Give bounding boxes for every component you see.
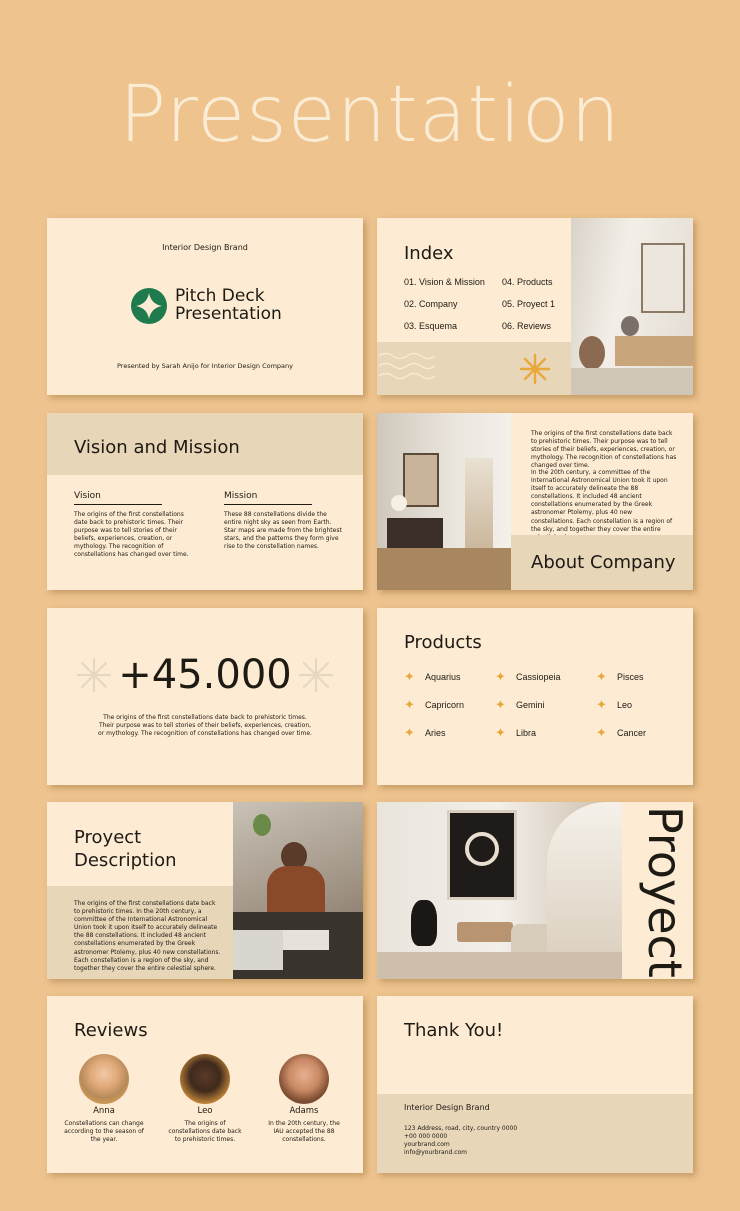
star-icon: ✦	[495, 669, 506, 684]
presented-by: Presented by Sarah Anijo for Interior Design Company	[116, 362, 293, 370]
star-icon: ✦	[596, 669, 607, 684]
reviewer-name: Adams	[289, 1106, 319, 1116]
stat-text: The origins of the first constellations date back to prehistoric times. Their purpose was to tell stories of their beliefs, experiences, creation, or mythology. The recognition of constellations has changed over time.	[98, 714, 312, 738]
star-icon: ✦	[495, 725, 506, 740]
avatar	[180, 1054, 230, 1104]
slide-index[interactable]	[377, 218, 693, 395]
star-icon: ✦	[596, 697, 607, 712]
product-item: Cassiopeia	[516, 672, 561, 682]
vision-text: The origins of the first constellations date back to prehistoric times. Their purpose was to tell stories of their beliefs, experiences, creation, or mythology. The recognition of constellations has changed over time.	[74, 511, 189, 559]
wave-decoration-icon	[377, 352, 437, 384]
about-para-1: The origins of the first constellations date back to prehistoric times. Their purpose was to tell stories of their beliefs, experiences, creation, or mythology. The recognition of constellations has changed over time.	[531, 430, 677, 470]
vision-label: Vision	[74, 491, 101, 501]
product-item: Pisces	[617, 672, 644, 682]
contact-brand: Interior Design Brand	[404, 1103, 490, 1112]
title-line1: Proyect	[74, 827, 142, 848]
index-title: Index	[404, 243, 454, 264]
about-para-2: In the 20th century, a committee of the International Astronomical Union took it upon itself to accurately delineate the 88 constellations. It included 48 ancient constellations enumerated by the Greek astronomer Ptolemy, plus 40 new constellations. Each constellation is a region of the sky, and together they cover the entire	[531, 469, 673, 533]
product-item: Libra	[516, 728, 537, 738]
proyect-title-column	[622, 802, 693, 979]
star-icon: ✦	[495, 697, 506, 712]
slide-thank-you[interactable]	[377, 996, 693, 1173]
contact-email[interactable]: info@yourbrand.com	[404, 1149, 468, 1156]
slide-proyect[interactable]	[377, 802, 693, 979]
review-text: In the 20th century, the IAU accepted the 88 constellations.	[268, 1120, 340, 1144]
page-title: Presentation	[119, 70, 621, 160]
proyect-vertical-title: Proyect	[638, 806, 692, 978]
cover-title-line2: Presentation	[175, 303, 282, 324]
index-item: 03. Esquema	[404, 321, 458, 331]
contact-web[interactable]: yourbrand.com	[404, 1141, 450, 1148]
slide-proyect-description[interactable]	[47, 802, 363, 979]
stat-number: +45.000	[118, 652, 292, 698]
slide-about-company[interactable]	[377, 413, 693, 590]
slide-reviews[interactable]	[47, 996, 363, 1173]
vision-mission-title: Vision and Mission	[74, 437, 240, 458]
avatar	[279, 1054, 329, 1104]
slide-products[interactable]	[377, 608, 693, 785]
product-item: Gemini	[516, 700, 545, 710]
product-item: Aries	[425, 728, 446, 738]
proyect-description-title	[74, 826, 177, 873]
reviews-title: Reviews	[74, 1020, 148, 1041]
review-text: Constellations can change according to the season of the year.	[64, 1120, 144, 1144]
star-logo-icon	[131, 288, 167, 324]
vision-divider	[74, 504, 162, 505]
star-icon: ✦	[596, 725, 607, 740]
slide-vision-mission[interactable]	[47, 413, 363, 590]
reviewer-name: Anna	[93, 1106, 115, 1116]
product-item: Leo	[617, 700, 633, 710]
star-icon: ✦	[404, 725, 415, 740]
title-line2: Description	[74, 850, 177, 872]
contact-address: 123 Address, road, city, country 0000	[404, 1125, 518, 1132]
staircase-photo	[377, 413, 511, 590]
mission-text: These 88 constellations divide the entire night sky as seen from Earth. Star maps are made from the brightest stars, and the patterns they form give rise to the constellation names.	[224, 511, 342, 551]
index-item: 01. Vision & Mission	[404, 277, 485, 287]
index-item: 06. Reviews	[502, 321, 552, 331]
brand-name: Interior Design Brand	[162, 243, 248, 252]
products-title: Products	[404, 632, 482, 653]
mission-divider	[224, 504, 312, 505]
product-item: Capricorn	[425, 700, 465, 710]
review-text: The origins of constellations date back to prehistoric times.	[168, 1120, 242, 1144]
interior-photo	[571, 218, 693, 395]
index-item: 02. Company	[404, 299, 458, 309]
avatar	[79, 1054, 129, 1104]
cover-title-line1: Pitch Deck	[175, 286, 265, 306]
mission-label: Mission	[224, 491, 258, 501]
index-item: 05. Proyect 1	[502, 299, 556, 309]
product-item: Aquarius	[425, 672, 461, 682]
star-icon: ✦	[404, 669, 415, 684]
cover-title	[175, 288, 282, 324]
slide-stat[interactable]	[47, 608, 363, 785]
asterisk-icon	[519, 353, 551, 385]
interior-art-photo	[377, 802, 622, 979]
about-title: About Company	[531, 552, 676, 573]
slide-cover[interactable]	[47, 218, 363, 395]
star-icon: ✦	[404, 697, 415, 712]
proyect-description-text: The origins of the first constellations date back to prehistoric times. In the 20th century, a committee of the International Astronomical Union took it upon itself to accurately delineate the 88 constellations. It included 48 ancient constellations enumerated by the Greek astronomer Ptolemy, plus 40 new constellations. Each constellation is a region of the sky, and together they cover the entire celestial sphere.	[74, 900, 221, 972]
reviewer-name: Leo	[197, 1106, 213, 1116]
product-item: Cancer	[617, 728, 647, 738]
contact-phone: +00 000 0000	[404, 1133, 448, 1140]
index-item: 04. Products	[502, 277, 553, 287]
designer-photo	[233, 802, 363, 979]
thank-you-title: Thank You!	[404, 1020, 504, 1041]
